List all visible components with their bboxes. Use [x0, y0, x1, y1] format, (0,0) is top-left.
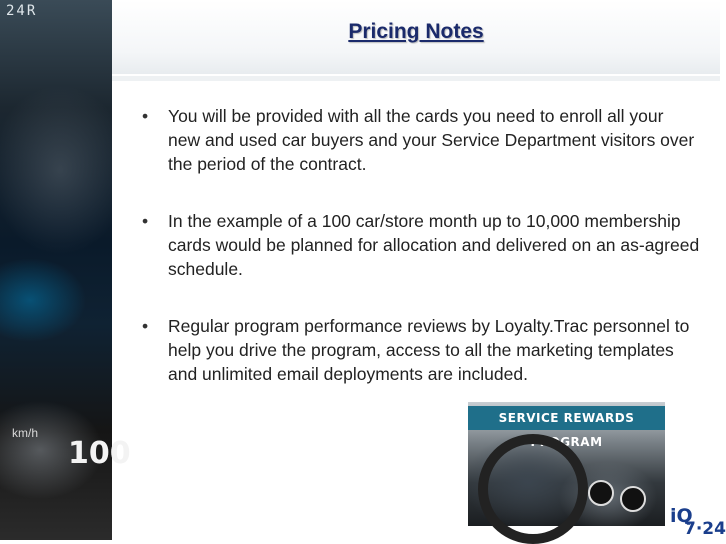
bullet-item: [140, 314, 700, 386]
speedometer-number: 100: [68, 436, 131, 471]
bullet-text: Regular program performance reviews by Loyalty.Trac personnel to help you drive the program, access to all the marketing templates and unlimited email deployments are included.: [168, 316, 690, 384]
bullet-marker: •: [142, 316, 149, 336]
brand-logo: [668, 505, 726, 539]
bullet-list: [140, 104, 700, 419]
bullet-marker: •: [142, 211, 149, 231]
gauge-graphic: [620, 486, 646, 512]
dashboard-side-image: [0, 0, 131, 540]
promo-banner: SERVICE REWARDS PROGRAM: [468, 406, 665, 430]
gauge-graphic: [588, 480, 614, 506]
steering-wheel-graphic: [478, 434, 588, 544]
slide-title: Pricing Notes: [348, 20, 484, 43]
bullet-item: [140, 209, 700, 281]
slide-header: [112, 0, 720, 74]
header-divider: [112, 76, 720, 81]
bullet-text: In the example of a 100 car/store month up to 10,000 membership cards would be planned for allocation and delivered on an as-agreed schedule.: [168, 211, 700, 279]
bullet-text: You will be provided with all the cards you need to enroll all your new and used car buyers and your Service Department visitors over the period of the contract.: [168, 106, 695, 174]
bullet-marker: •: [142, 106, 149, 126]
bullet-item: [140, 104, 700, 176]
side-logo-text: 24R: [6, 3, 38, 19]
brand-logo-iq: iQ: [670, 505, 693, 527]
unit-text: km/h: [12, 426, 39, 440]
brand-logo-number: 7·24: [684, 519, 726, 539]
service-rewards-image: [468, 402, 665, 526]
